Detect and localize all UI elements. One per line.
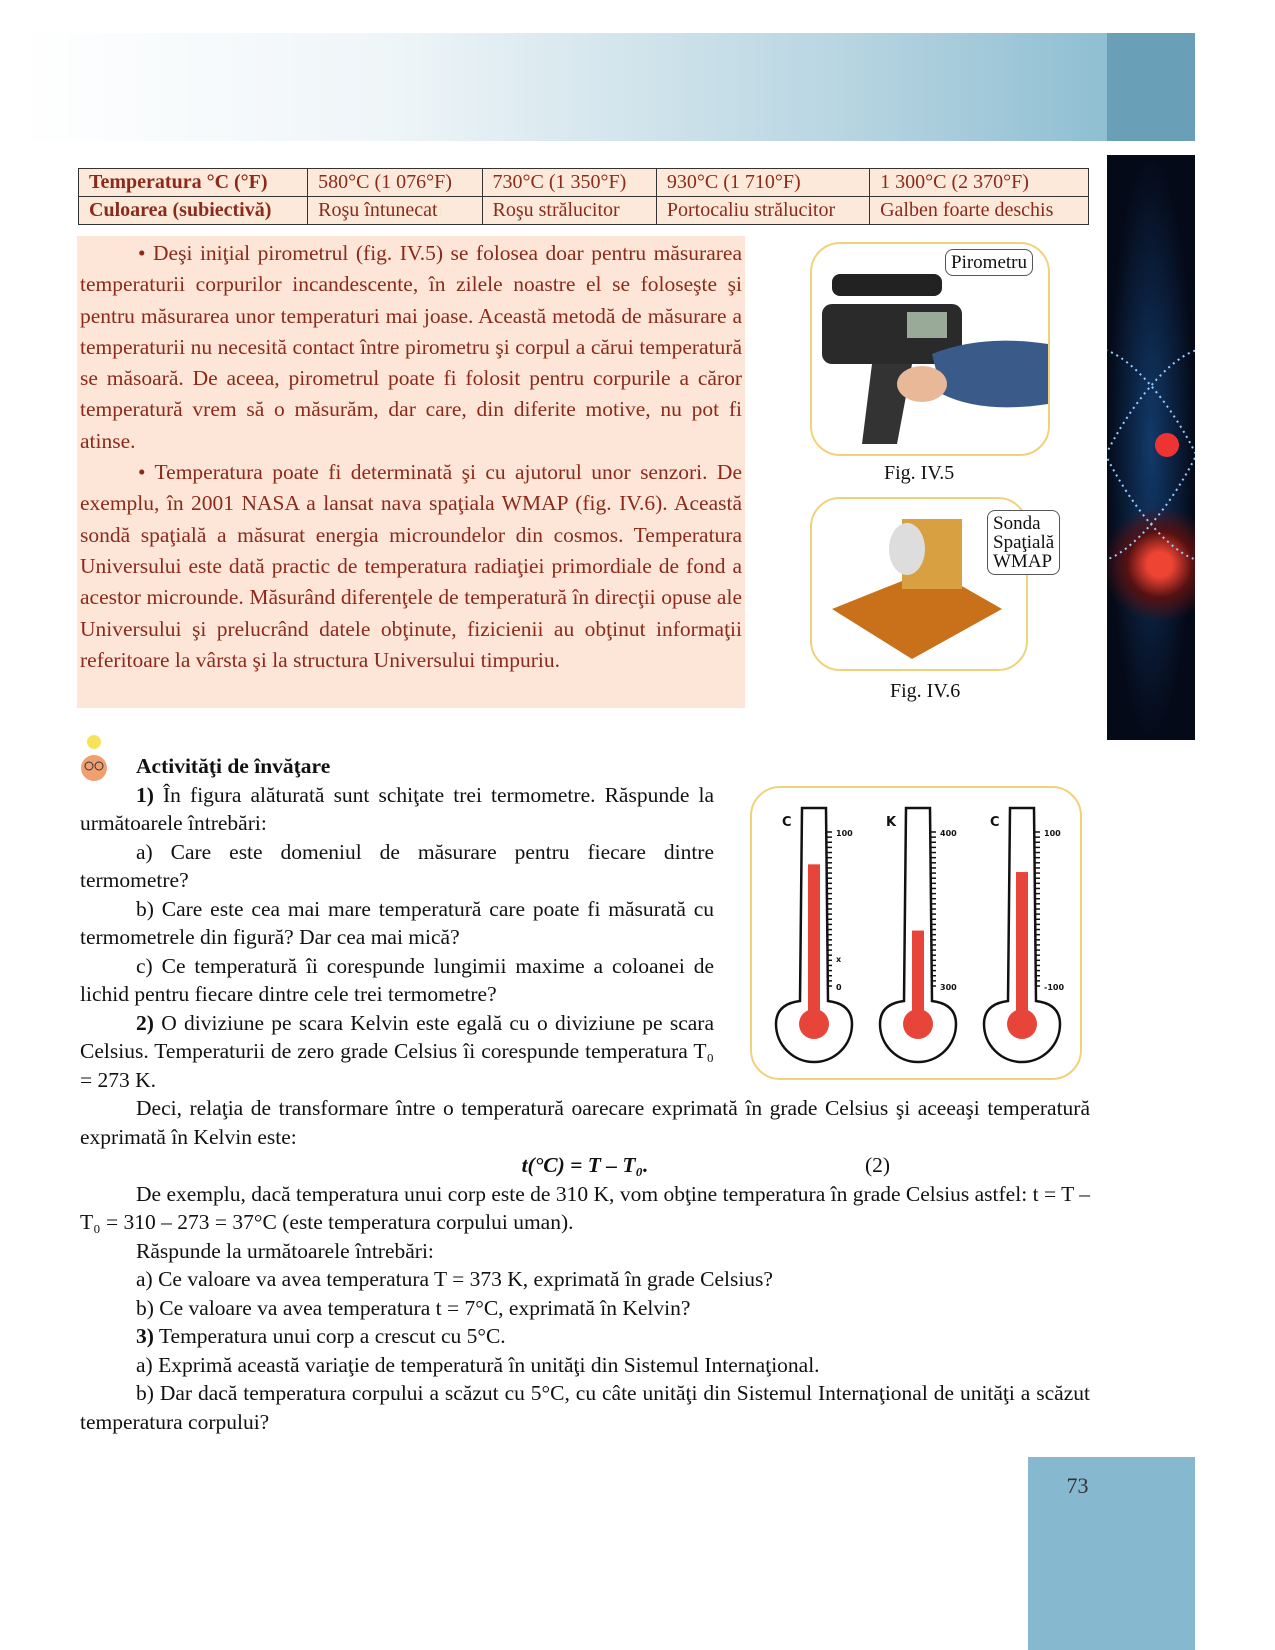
page-number-text: 73 xyxy=(1066,1473,1089,1498)
figure-caption: Fig. IV.6 xyxy=(890,680,961,702)
callout-line: WMAP xyxy=(993,551,1053,572)
table-cell: 730°C (1 350°F) xyxy=(482,169,656,197)
question-1a: a) Care este domeniul de măsurare pentru fiecare dintre termometre? xyxy=(80,839,714,892)
scale-label-bottom: 0 xyxy=(836,983,842,992)
callout-line: Spaţială xyxy=(993,532,1055,553)
question-text: Temperatura unui corp a crescut cu 5°C. xyxy=(153,1324,506,1348)
question-1c: c) Ce temperatură îi corespunde lungimii maxime a coloanei de lichid pentru fiecare dintre cele trei termometre? xyxy=(80,953,714,1006)
table-header-cell: Culoarea (subiectivă) xyxy=(79,197,308,225)
table-row xyxy=(79,197,1089,225)
table-header-cell: Temperatura °C (°F) xyxy=(79,169,308,197)
question-1 xyxy=(80,781,714,838)
callout-line: Sonda xyxy=(993,513,1041,534)
table-cell: Roşu întunecat xyxy=(308,197,482,225)
activities-section xyxy=(80,752,1090,1436)
formula-line xyxy=(80,1151,1090,1180)
wmap-callout xyxy=(987,510,1060,575)
question-3a: a) Exprimă această variaţie de temperatură în unităţi din Sistemul Internaţional. xyxy=(136,1352,820,1377)
question-3b: b) Dar dacă temperatura corpului a scăzut cu 5°C, cu câte unităţi din Sistemul Internaţional de unităţi a scăzut temperatura corpului? xyxy=(80,1381,1090,1434)
scale-label-top: 400 xyxy=(940,829,957,838)
paragraph-wmap: • Temperatura poate fi determinată şi cu ajutorul unor senzori. De exemplu, în 2001 NASA a lansat nava spaţiala WMAP (fig. IV.6). Această sondă spaţială a măsurat energia microundelor din cosmos. Temperatura Universului este dată practic de temperatura radiaţiei primordiale de fond a acestor microunde. Măsurând diferenţele de temperatură în direcţii opuse ale Universului şi prelucrând datele obţinute, fizicienii au obţinut informaţii referitoare la vârsta şi la structura Universului timpuriu. xyxy=(80,460,742,672)
question-text: În figura alăturată sunt schiţate trei termometre. Răspunde la următoarele întrebări: xyxy=(80,782,714,835)
question-2a: a) Ce valoare va avea temperatura T = 373 K, exprimată în grade Celsius? xyxy=(136,1267,773,1291)
question-3 xyxy=(80,1322,1090,1351)
thermometer-unit-label: C xyxy=(782,815,792,830)
scale-label-bottom: 300 xyxy=(940,983,957,992)
table-cell: 580°C (1 076°F) xyxy=(308,169,482,197)
table-cell: 930°C (1 710°F) xyxy=(656,169,869,197)
table-cell: Roşu strălucitor xyxy=(482,197,656,225)
scale-label-bottom: -100 xyxy=(1044,983,1065,992)
temperature-color-table xyxy=(78,168,1089,225)
header-banner xyxy=(15,33,1107,141)
table-cell: 1 300°C (2 370°F) xyxy=(870,169,1089,197)
scale-label-top: 100 xyxy=(836,829,853,838)
thermometer-unit-label: K xyxy=(886,815,897,830)
pyrometer-callout: Pirometru xyxy=(945,249,1033,276)
table-row xyxy=(79,169,1089,197)
figure-caption: Fig. IV.5 xyxy=(884,462,955,484)
question-2 xyxy=(80,1009,714,1095)
thermometer-unit-label: C xyxy=(990,815,1000,830)
scale-label-top: 100 xyxy=(1044,829,1061,838)
question-number: 3) xyxy=(136,1324,154,1348)
formula: t(°C) = T – T₀. xyxy=(521,1153,649,1177)
info-text xyxy=(80,238,742,676)
question-text: O diviziune pe scara Kelvin este egală cu o diviziune pe scara Celsius. Temperaturii de zero grade Celsius îi corespunde temperatura T₀ = 273 K. xyxy=(80,1010,714,1092)
header-corner xyxy=(1107,33,1195,141)
scale-label-x: x xyxy=(836,955,842,964)
question-number: 2) xyxy=(136,1010,154,1035)
paragraph: De exemplu, dacă temperatura unui corp este de 310 K, vom obţine temperatura în grade Celsius astfel: t = T – T₀ = 310 – 273 = 37°C (este temperatura corpului uman). xyxy=(80,1181,1090,1234)
atom-decoration-image xyxy=(1107,155,1195,740)
table-cell: Portocaliu strălucitor xyxy=(656,197,869,225)
formula-number: (2) xyxy=(865,1153,891,1177)
question-1b: b) Care este cea mai mare temperatură care poate fi măsurată cu termometrele din figură? Dar cea mai mică? xyxy=(80,896,714,949)
paragraph: Răspunde la următoarele întrebări: xyxy=(136,1238,434,1263)
section-title: Activităţi de învăţare xyxy=(136,754,331,778)
question-number: 1) xyxy=(136,782,154,807)
paragraph-pyrometer: • Deşi iniţial pirometrul (fig. IV.5) se folosea doar pentru măsurarea temperaturii corpurilor incandescente, în zilele noastre el se foloseşte şi pentru măsurarea unor temperaturi mai joase. Această metodă de măsurare a temperaturii nu necesită contact între pirometru şi corpul a cărui temperatură se măsoară. De aceea, pirometrul poate fi folosit pentru corpurile a căror temperatură vrem să o măsurăm, dar care, din diferite motive, nu pot fi atinse. xyxy=(80,241,742,453)
page-number xyxy=(1028,1457,1195,1650)
question-2b: b) Ce valoare va avea temperatura t = 7°C, exprimată în Kelvin? xyxy=(136,1295,691,1320)
table-cell: Galben foarte deschis xyxy=(870,197,1089,225)
paragraph: Deci, relaţia de transformare între o temperatură oarecare exprimată în grade Celsius şi aceeaşi temperatură exprimată în Kelvin este: xyxy=(80,1096,1090,1149)
